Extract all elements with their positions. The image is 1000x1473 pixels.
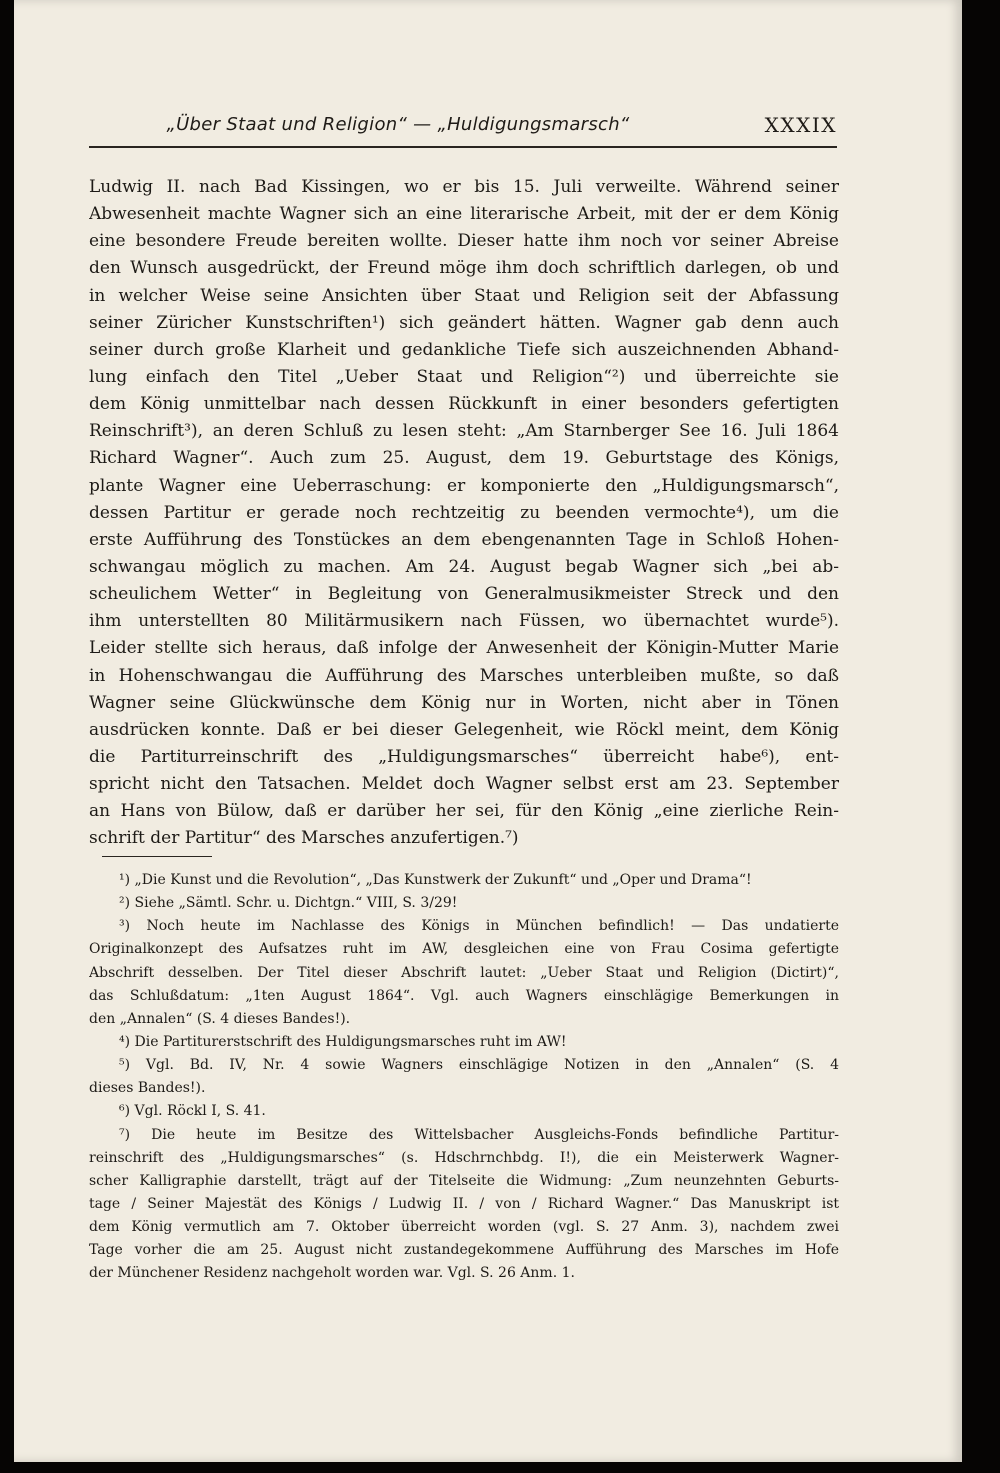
page-number: XXXIX (764, 113, 837, 137)
body-line: in welcher Weise seine Ansichten über Staat und Religion seit der Abfassung (89, 285, 839, 306)
body-line: schrift der Partitur“ des Marsches anzufertigen.⁷) (89, 828, 519, 849)
running-header (89, 114, 837, 148)
body-line: Abwesenheit machte Wagner sich an eine literarische Arbeit, mit der er dem König (89, 204, 839, 225)
footnote-line: scher Kalligraphie darstellt, trägt auf der Titelseite die Widmung: „Zum neunzehnten Geburts- (89, 1172, 839, 1189)
body-line: eine besondere Freude bereiten wollte. Dieser hatte ihm noch vor seiner Abreise (89, 231, 839, 252)
footnote-line: ²) Siehe „Sämtl. Schr. u. Dichtgn.“ VIII, S. 3/29! (119, 895, 458, 912)
footnote-line: dem König vermutlich am 7. Oktober überreicht worden (vgl. S. 27 Anm. 3), nachdem zwei (89, 1219, 839, 1236)
footnote-line: ⁷) Die heute im Besitze des Wittelsbacher Ausgleichs-Fonds befindliche Partitur- (119, 1126, 839, 1143)
footnote-line: reinschrift des „Huldigungsmarsches“ (s. Hdschrnchbdg. I!), die ein Meisterwerk Wagner- (89, 1149, 839, 1166)
footnote-line: das Schlußdatum: „1ten August 1864“. Vgl. auch Wagners einschlägige Bemerkungen in (89, 987, 839, 1004)
body-line: die Partiturreinschrift des „Huldigungsmarsches“ überreicht habe⁶), ent- (89, 746, 839, 767)
body-line: schwangau möglich zu machen. Am 24. August begab Wagner sich „bei ab- (89, 556, 839, 577)
footnote-line: ⁶) Vgl. Röckl I, S. 41. (119, 1103, 266, 1120)
body-line: Reinschrift³), an deren Schluß zu lesen steht: „Am Starnberger See 16. Juli 1864 (89, 421, 839, 442)
footnote-line: tage / Seiner Majestät des Königs / Ludwig II. / von / Richard Wagner.“ Das Manuskript ist (89, 1195, 839, 1212)
body-line: Richard Wagner“. Auch zum 25. August, dem 19. Geburtstage des Königs, (89, 448, 839, 469)
footnote-line: der Münchener Residenz nachgeholt worden war. Vgl. S. 26 Anm. 1. (89, 1265, 575, 1282)
body-line: Wagner seine Glückwünsche dem König nur in Worten, nicht aber in Tönen (89, 692, 839, 713)
footnote-line: ³) Noch heute im Nachlasse des Königs in München befindlich! — Das undatierte (119, 918, 839, 935)
book-page (14, 0, 962, 1462)
body-line: plante Wagner eine Ueberraschung: er komponierte den „Huldigungsmarsch“, (89, 475, 839, 496)
body-line: lung einfach den Titel „Ueber Staat und Religion“²) und überreichte sie (89, 366, 839, 387)
body-line: Leider stellte sich heraus, daß infolge der Anwesenheit der Königin-Mutter Marie (89, 638, 839, 659)
footnote-line: Tage vorher die am 25. August nicht zustandegekommene Aufführung des Marsches im Hofe (89, 1242, 839, 1259)
body-line: seiner Züricher Kunstschriften¹) sich geändert hätten. Wagner gab denn auch (89, 312, 839, 333)
body-line: ausdrücken konnte. Daß er bei dieser Gelegenheit, wie Röckl meint, dem König (89, 719, 839, 740)
footnote-line: ⁵) Vgl. Bd. IV, Nr. 4 sowie Wagners einschlägige Notizen in den „Annalen“ (S. 4 (119, 1057, 839, 1074)
footnote-line: Abschrift desselben. Der Titel dieser Abschrift lautet: „Ueber Staat und Religion (Dictirt)“, (89, 964, 839, 981)
body-line: dessen Partitur er gerade noch rechtzeitig zu beenden vermochte⁴), um die (89, 502, 839, 523)
body-line: spricht nicht den Tatsachen. Meldet doch Wagner selbst erst am 23. September (89, 774, 839, 795)
body-line: in Hohenschwangau die Aufführung des Marsches unterbleiben mußte, so daß (89, 665, 839, 686)
body-line: seiner durch große Klarheit und gedankliche Tiefe sich auszeichnenden Abhand- (89, 339, 839, 360)
body-line: dem König unmittelbar nach dessen Rückkunft in einer besonders gefertigten (89, 394, 839, 415)
footnote-divider (102, 856, 212, 857)
footnote-line: den „Annalen“ (S. 4 dieses Bandes!). (89, 1010, 351, 1027)
body-line: ihm unterstellten 80 Militärmusikern nach Füssen, wo übernachtet wurde⁵). (89, 611, 839, 632)
footnote-line: Originalkonzept des Aufsatzes ruht im AW, desgleichen eine von Frau Cosima gefertigte (89, 941, 839, 958)
body-line: Ludwig II. nach Bad Kissingen, wo er bis 15. Juli verweilte. Während seiner (89, 177, 839, 197)
footnote-line: dieses Bandes!). (89, 1080, 206, 1097)
footnote-line: ⁴) Die Partiturerstschrift des Huldigungsmarsches ruht im AW! (119, 1033, 567, 1050)
header-title: „Über Staat und Religion“ — „Huldigungsmarsch“ (166, 114, 630, 135)
footnote-line: ¹) „Die Kunst und die Revolution“, „Das Kunstwerk der Zukunft“ und „Oper und Drama“! (119, 872, 752, 888)
body-line: erste Aufführung des Tonstückes an dem ebengenannten Tage in Schloß Hohen- (89, 529, 839, 550)
body-line: den Wunsch ausgedrückt, der Freund möge ihm doch schriftlich darlegen, ob und (89, 258, 839, 279)
body-text (89, 174, 839, 853)
footnotes (89, 869, 839, 1286)
body-line: an Hans von Bülow, daß er darüber her sei, für den König „eine zierliche Rein- (89, 801, 839, 822)
body-line: scheulichem Wetter“ in Begleitung von Generalmusikmeister Streck und den (89, 584, 839, 605)
